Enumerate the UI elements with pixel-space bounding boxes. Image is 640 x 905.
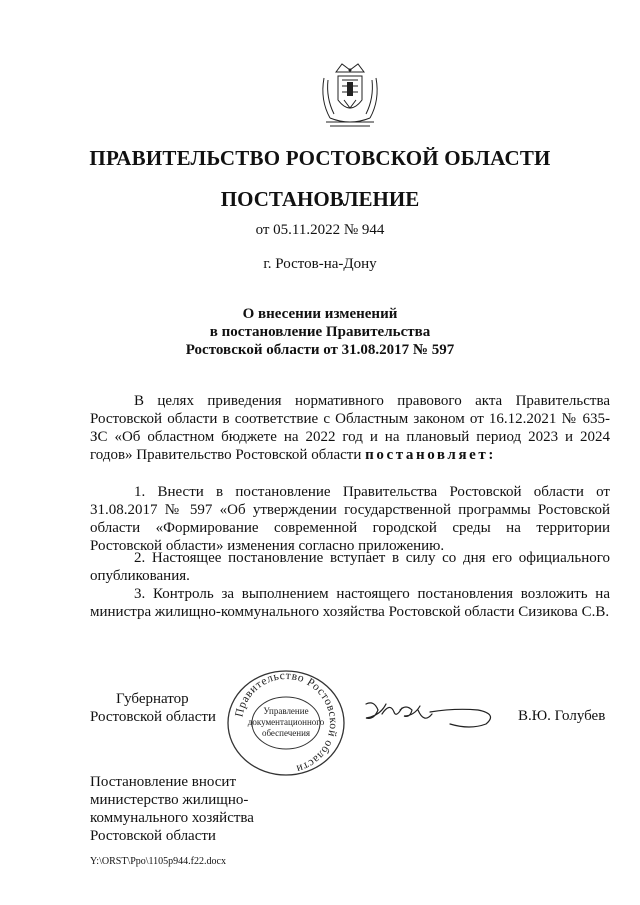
preamble-text: В целях приведения нормативного правового акта Правительства Ростовской области в соответствие с Областным законом от 16.12.2021 № 635-ЗС «Об областном бюджете на 2022 год и на плановый период 2023 и 2024 годов» Правительство Ростовской области	[90, 393, 610, 463]
stamp-ring-text: Правительство Ростовской области	[233, 669, 340, 775]
subject-line: в постановление Правительства	[209, 324, 431, 340]
subject-line: О внесении изменений	[242, 306, 398, 322]
document-type: ПОСТАНОВЛЕНИЕ	[220, 187, 420, 211]
submitter-note-line: коммунального хозяйства	[90, 810, 254, 826]
resolution-item-3: 3. Контроль за выполнением настоящего постановления возложить на министра жилищно-коммунального хозяйства Ростовской области Сизикова С.В.	[90, 586, 610, 620]
subject-line: Ростовской области от 31.08.2017 № 597	[185, 342, 455, 358]
government-title: ПРАВИТЕЛЬСТВО РОСТОВСКОЙ ОБЛАСТИ	[89, 146, 551, 170]
resolution-item-2: 2. Настоящее постановление вступает в силу со дня его официального опубликования.	[90, 550, 610, 584]
signatory-title-line: Ростовской области	[90, 709, 216, 725]
submitter-note-line: министерство жилищно-	[90, 792, 249, 808]
resolution-item-1: 1. Внести в постановление Правительства Ростовской области от 31.08.2017 № 597 «Об утверждении государственной программы Ростовской области «Формирование современной городской среды на территории Ростовской области» изменения согласно приложению.	[90, 484, 610, 554]
signatory-title	[90, 690, 216, 726]
submitter-note-line: Постановление вносит	[90, 774, 237, 790]
document-subject	[0, 305, 640, 359]
signatory-title-line: Губернатор	[116, 691, 189, 707]
preamble-paragraph	[90, 392, 610, 464]
document-date-number: от 05.11.2022 № 944	[255, 222, 385, 238]
document-city: г. Ростов-на-Дону	[263, 256, 377, 272]
coat-of-arms-emblem	[316, 60, 384, 130]
stamp-center-line: обеспечения	[261, 728, 311, 738]
official-stamp	[222, 668, 350, 778]
signatory-name: В.Ю. Голубев	[518, 708, 606, 724]
submitter-note	[90, 773, 254, 845]
resolution-word: постановляет:	[365, 447, 496, 463]
stamp-center-line: документационного	[247, 717, 325, 727]
file-path: Y:\ORST\Ppo\1105p944.f22.docx	[90, 856, 226, 867]
stamp-center-line: Управление	[263, 706, 309, 716]
submitter-note-line: Ростовской области	[90, 828, 216, 844]
handwritten-signature	[360, 694, 500, 734]
